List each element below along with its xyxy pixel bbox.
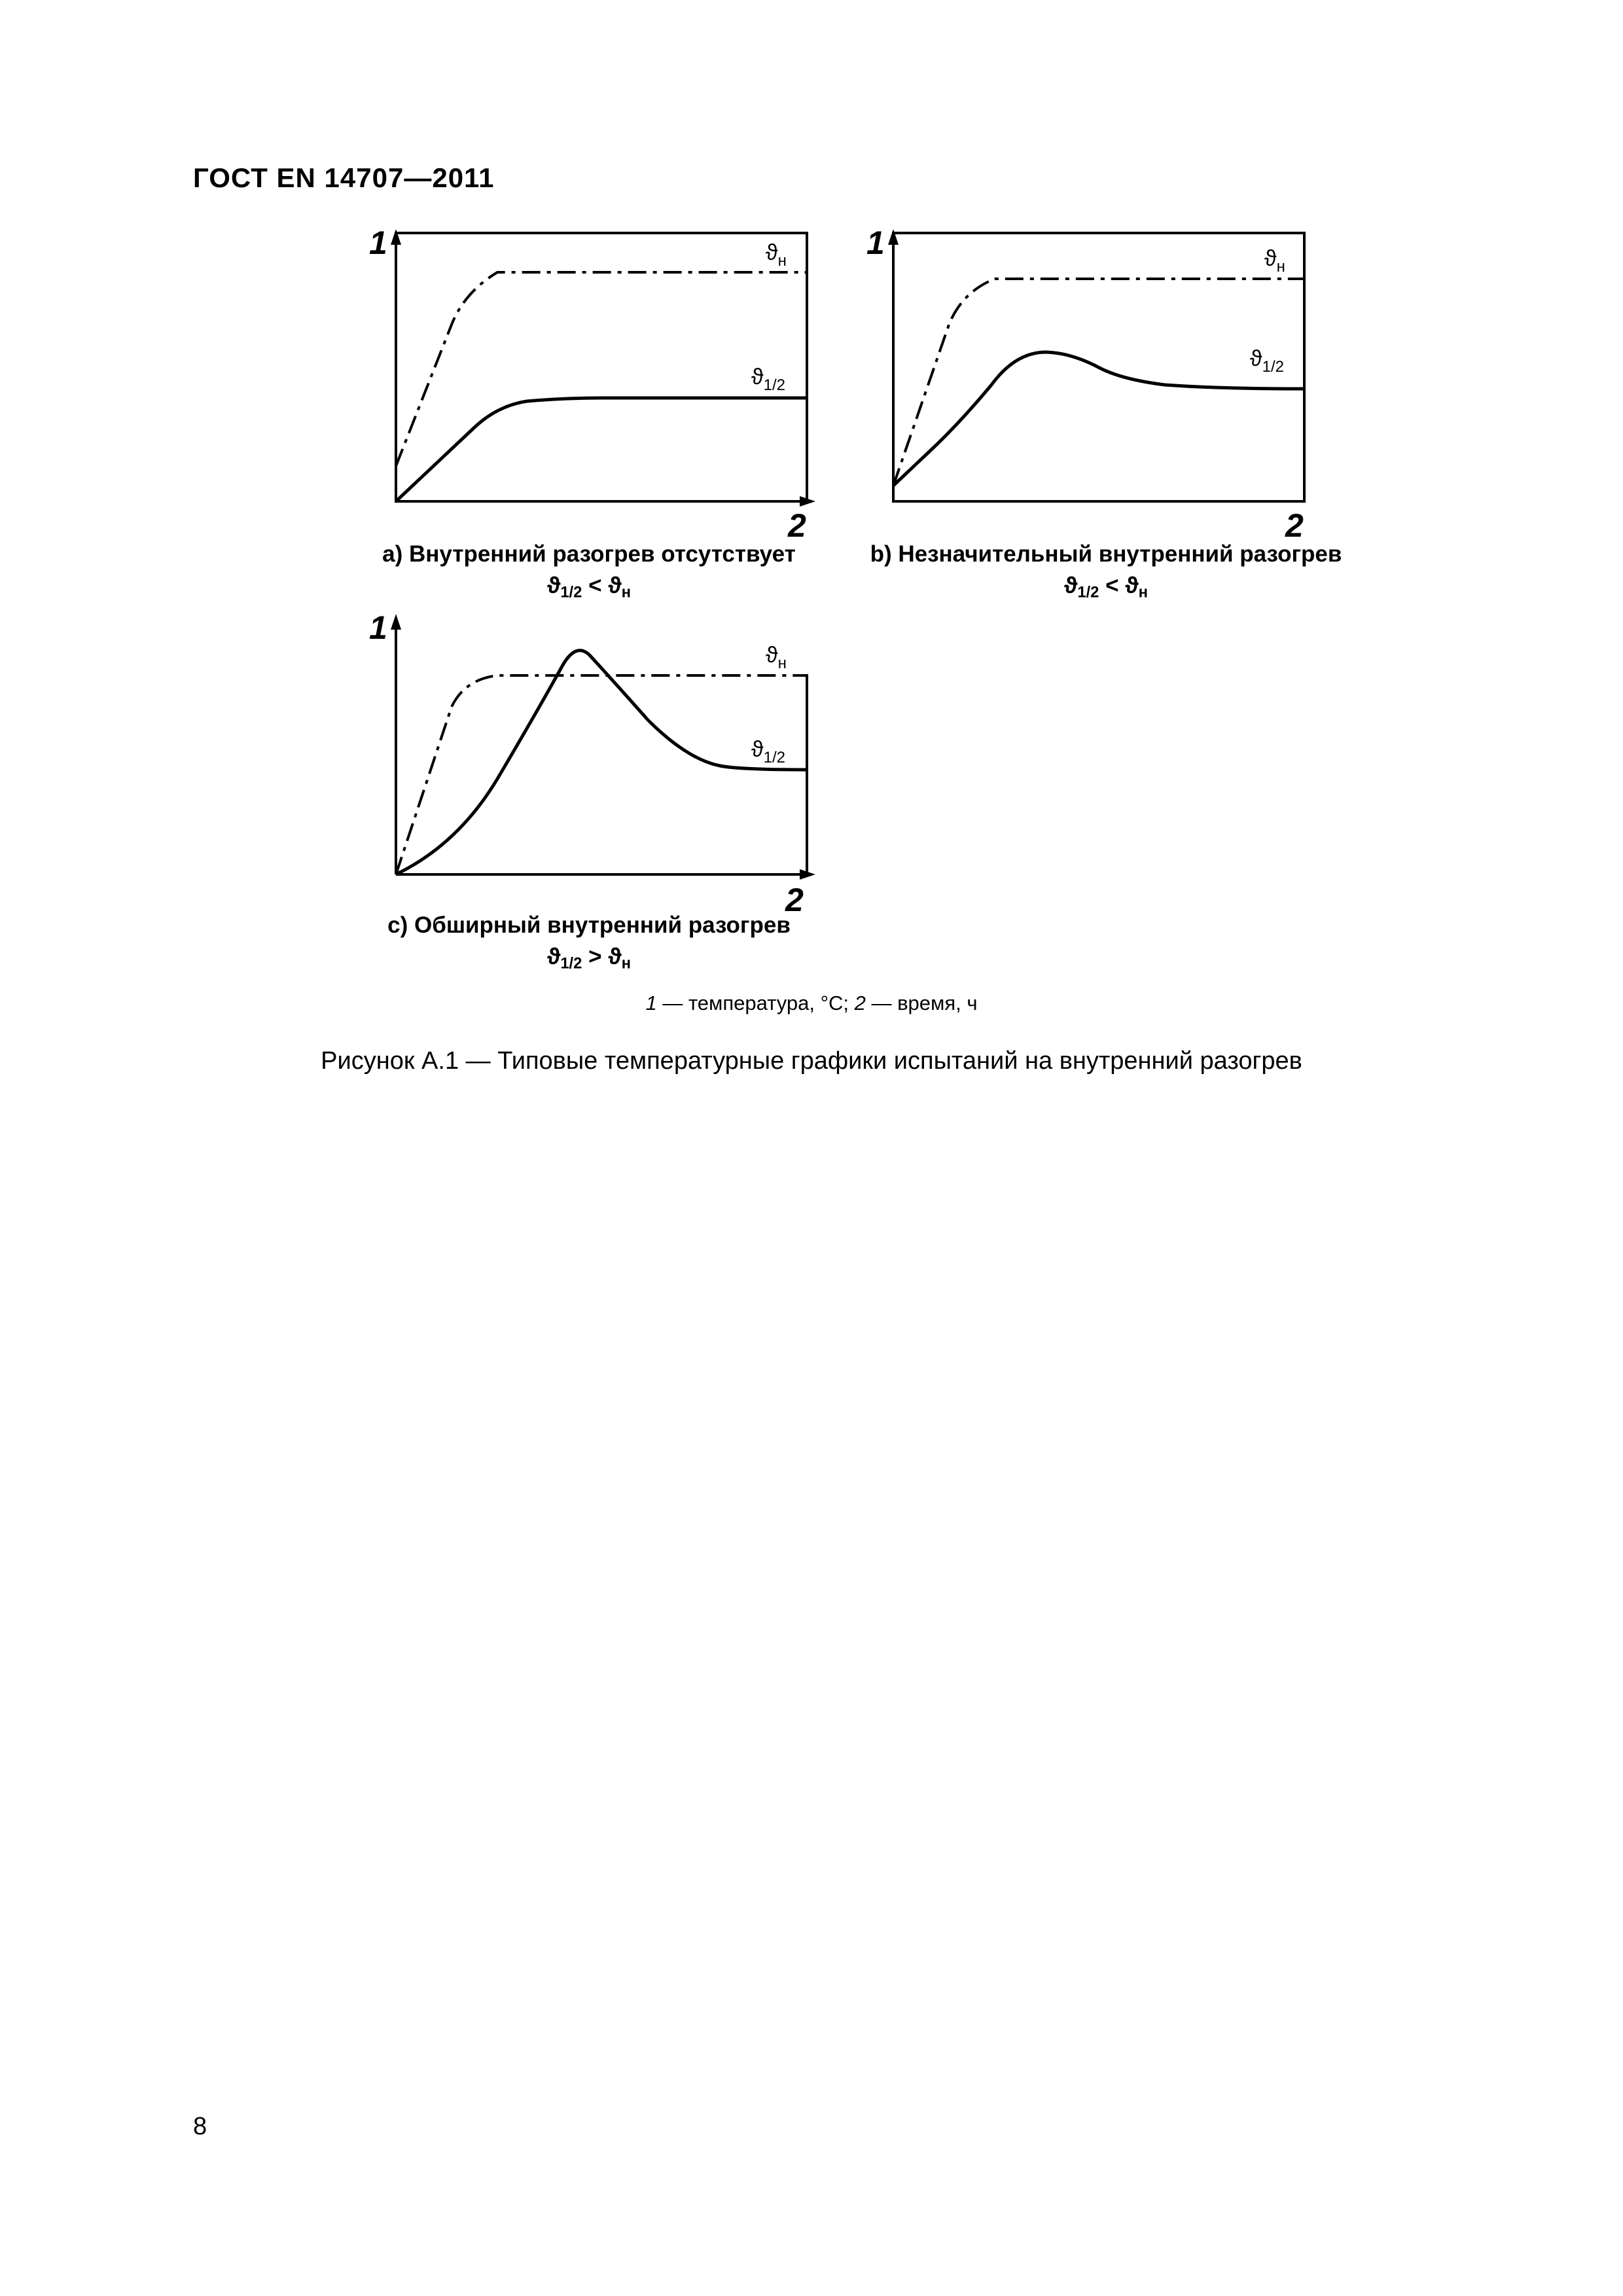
y-axis-label: 1 bbox=[369, 609, 387, 646]
series-label-theta-h: $ϑ_н$ bbox=[1264, 246, 1285, 276]
y-axis-label: 1 bbox=[866, 224, 885, 261]
series-label-theta-half: $ϑ_{1/2}$ bbox=[751, 365, 785, 394]
figure-caption: Рисунок А.1 — Типовые температурные графики испытаний на внутренний разогрев bbox=[321, 1047, 1302, 1075]
caption-panel-a bbox=[353, 540, 825, 600]
curve-theta-h bbox=[396, 675, 807, 874]
y-axis-arrow bbox=[391, 229, 401, 245]
graph-panel-b bbox=[864, 223, 1335, 543]
x-axis-label: 2 bbox=[785, 882, 804, 918]
curve-theta-h bbox=[396, 272, 807, 466]
x-axis-label: 2 bbox=[788, 507, 806, 544]
caption-condition: $ϑ_{1/2} < ϑ_н$ bbox=[546, 572, 632, 601]
caption-text: c) Обширный внутренний разогрев bbox=[387, 912, 791, 938]
caption-text: b) Незначительный внутренний разогрев bbox=[870, 541, 1342, 567]
graph-panel-a bbox=[366, 223, 838, 543]
curve-theta-half bbox=[893, 352, 1304, 486]
y-axis-arrow bbox=[391, 614, 401, 630]
series-label-theta-half: $ϑ_{1/2}$ bbox=[751, 737, 785, 766]
curve-theta-half bbox=[396, 651, 807, 874]
caption-condition: $ϑ_{1/2} > ϑ_н$ bbox=[546, 943, 632, 973]
curve-theta-half bbox=[396, 398, 807, 501]
figure-key: 1 — температура, °С; 2 — время, ч bbox=[645, 992, 978, 1014]
graph-panel-c bbox=[366, 609, 838, 923]
caption-condition: $ϑ_{1/2} < ϑ_н$ bbox=[1063, 572, 1149, 601]
caption-panel-b bbox=[857, 540, 1355, 600]
curve-theta-h bbox=[893, 279, 1304, 486]
x-axis-label: 2 bbox=[1285, 507, 1304, 544]
series-label-theta-h: $ϑ_н$ bbox=[766, 240, 787, 270]
y-axis-label: 1 bbox=[369, 224, 387, 261]
caption-panel-c bbox=[353, 911, 825, 971]
series-label-theta-half: $ϑ_{1/2}$ bbox=[1250, 346, 1284, 376]
document-header: ГОСТ EN 14707—2011 bbox=[193, 162, 495, 193]
caption-text: а) Внутренний разогрев отсутствует bbox=[382, 541, 796, 567]
y-axis-arrow bbox=[888, 229, 899, 245]
page-number: 8 bbox=[193, 2113, 207, 2140]
series-label-theta-h: $ϑ_н$ bbox=[766, 643, 787, 672]
